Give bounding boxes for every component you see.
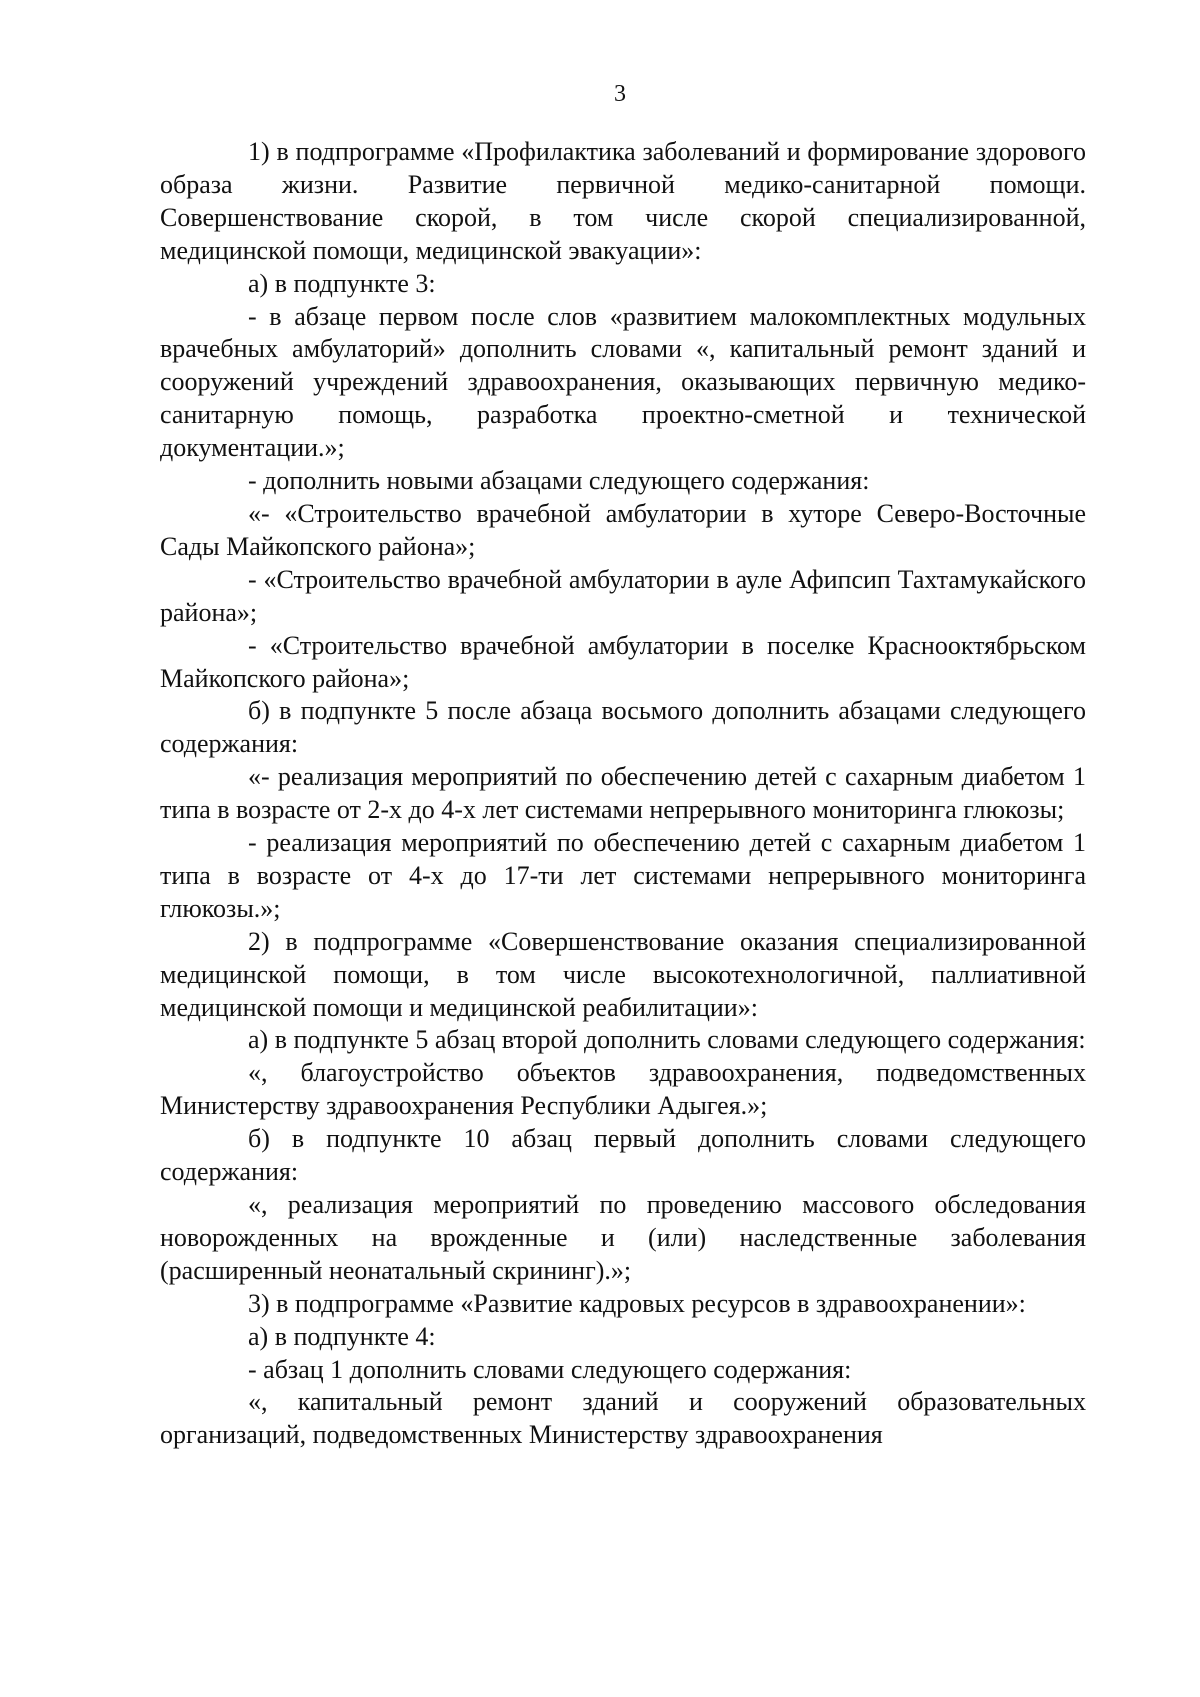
paragraph-13: «, благоустройство объектов здравоохранения, подведомственных Министерству здравоохранения Республики Адыгея.»;: [160, 1058, 1086, 1121]
paragraph-17: а) в подпункте 4:: [248, 1321, 436, 1351]
paragraph-3: - в абзаце первом после слов «развитием малокомплектных модульных врачебных амбулаторий» дополнить словами «, капитальный ремонт зданий и сооружений учреждений здравоохранения, оказывающих первичную медико-санитарную помощь, разработка проектно-сметной и технической документации.»;: [160, 301, 1086, 463]
paragraph-16: 3) в подпрограмме «Развитие кадровых ресурсов в здравоохранении»:: [248, 1288, 1026, 1318]
paragraph-2: а) в подпункте 3:: [248, 268, 436, 298]
paragraph-11: 2) в подпрограмме «Совершенствование оказания специализированной медицинской помощи, в том числе высокотехнологичной, паллиативной медицинской помощи и медицинской реабилитации»:: [160, 926, 1086, 1022]
paragraph-8: б) в подпункте 5 после абзаца восьмого дополнить абзацами следующего содержания:: [160, 696, 1086, 759]
paragraph-12: а) в подпункте 5 абзац второй дополнить словами следующего содержания:: [248, 1025, 1086, 1055]
paragraph-4: - дополнить новыми абзацами следующего содержания:: [248, 466, 870, 496]
paragraph-6: - «Строительство врачебной амбулатории в ауле Афипсип Тахтамукайского района»;: [160, 564, 1086, 627]
paragraph-18: - абзац 1 дополнить словами следующего содержания:: [248, 1354, 852, 1384]
page-number: 3: [614, 81, 626, 107]
paragraph-1: 1) в подпрограмме «Профилактика заболеваний и формирование здорового образа жизни. Развитие первичной медико-санитарной помощи. Совершенствование скорой, в том числе скорой специализированной, медицинской помощи, медицинской эвакуации»:: [160, 137, 1086, 265]
paragraph-15: «, реализация мероприятий по проведению массового обследования новорожденных на врожденные и (или) наследственные заболевания (расширенный неонатальный скрининг).»;: [160, 1190, 1086, 1285]
paragraph-5: «- «Строительство врачебной амбулатории в хуторе Северо-Восточные Сады Майкопского района»;: [160, 498, 1086, 561]
paragraph-14: б) в подпункте 10 абзац первый дополнить словами следующего содержания:: [160, 1124, 1086, 1187]
document-body: [160, 136, 1086, 1452]
paragraph-10: - реализация мероприятий по обеспечению детей с сахарным диабетом 1 типа в возрасте от 4-х до 17-ти лет системами непрерывного мониторинга глюкозы.»;: [160, 828, 1086, 923]
paragraph-7: - «Строительство врачебной амбулатории в поселке Краснооктябрьском Майкопского района»;: [160, 630, 1086, 693]
paragraph-9: «- реализация мероприятий по обеспечению детей с сахарным диабетом 1 типа в возрасте от 2-х до 4-х лет системами непрерывного мониторинга глюкозы;: [160, 762, 1086, 825]
paragraph-19: «, капитальный ремонт зданий и сооружений образовательных организаций, подведомственных Министерству здравоохранения: [160, 1387, 1086, 1450]
